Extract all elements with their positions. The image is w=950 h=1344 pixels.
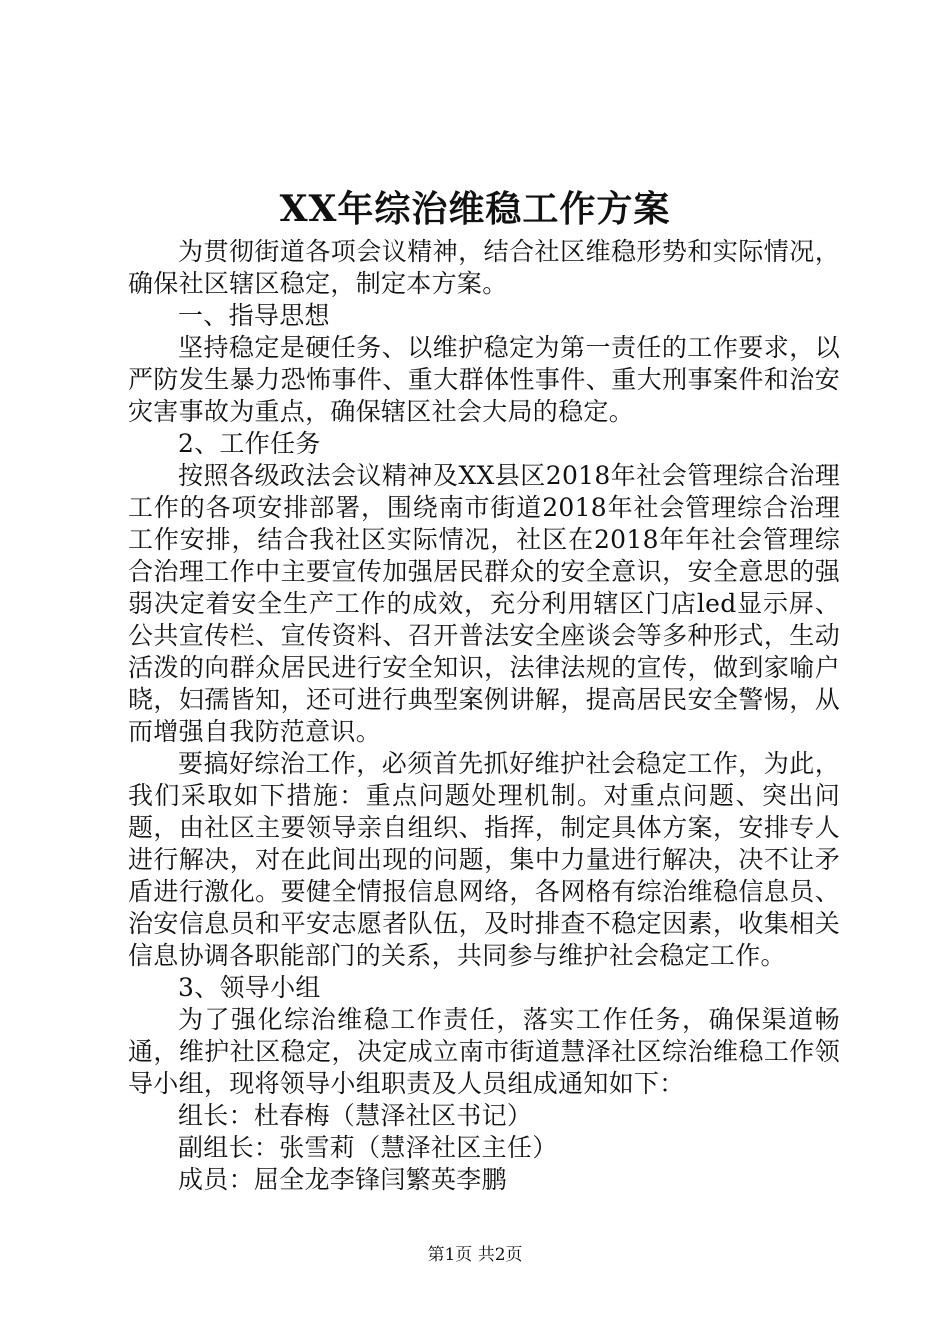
- deputy-leader-line: 副组长：张雪莉（慧泽社区主任）: [178, 1133, 558, 1162]
- document-body: [128, 236, 840, 1196]
- intro-paragraph: 为贯彻街道各项会议精神，结合社区维稳形势和实际情况，确保社区辖区稳定，制定本方案。: [128, 237, 840, 298]
- work-tasks-paragraph: 按照各级政法会议精神及XX县区2018年社会管理综合治理工作的各项安排部署，围绕南市街道2018年社会管理综合治理工作安排，结合我社区实际情况，社区在2018年年社会管理综合治理工作中主要宣传加强居民群众的安全意识，安全意思的强弱决定着安全生产工作的成效，充分利用辖区门店led显示屏、公共宣传栏、宣传资料、召开普法安全座谈会等多种形式，生动活泼的向群众居民进行安全知识，法律法规的宣传，做到家喻户晓，妇孺皆知，还可进行典型案例讲解，提高居民安全警惕，从而增强自我防范意识。: [128, 461, 840, 746]
- page-number-footer: 第1页 共2页: [427, 1245, 523, 1265]
- section-heading-leadership-group: 3、领导小组: [178, 973, 321, 1002]
- document-title: XX年综治维稳工作方案: [279, 188, 671, 230]
- leadership-group-paragraph: 为了强化综治维稳工作责任，落实工作任务，确保渠道畅通，维护社区稳定，决定成立南市街道慧泽社区综治维稳工作领导小组，现将领导小组职责及人员组成通知如下：: [128, 1005, 840, 1098]
- members-line: 成员：屈全龙李锋闫繁英李鹏: [178, 1165, 507, 1194]
- group-leader-line: 组长：杜春梅（慧泽社区书记）: [178, 1101, 533, 1130]
- section-heading-work-tasks: 2、工作任务: [178, 429, 321, 458]
- section-heading-guiding-thought: 一、指导思想: [178, 301, 330, 330]
- guiding-thought-paragraph: 坚持稳定是硬任务、以维护稳定为第一责任的工作要求，以严防发生暴力恐怖事件、重大群体性事件、重大刑事案件和治安灾害事故为重点，确保辖区社会大局的稳定。: [128, 333, 840, 426]
- measures-paragraph: 要搞好综治工作，必须首先抓好维护社会稳定工作，为此，我们采取如下措施：重点问题处理机制。对重点问题、突出问题，由社区主要领导亲自组织、指挥，制定具体方案，安排专人进行解决，对在此间出现的问题，集中力量进行解决，决不让矛盾进行激化。要健全情报信息网络，各网格有综治维稳信息员、治安信息员和平安志愿者队伍，及时排查不稳定因素，收集相关信息协调各职能部门的关系，共同参与维护社会稳定工作。: [128, 749, 840, 970]
